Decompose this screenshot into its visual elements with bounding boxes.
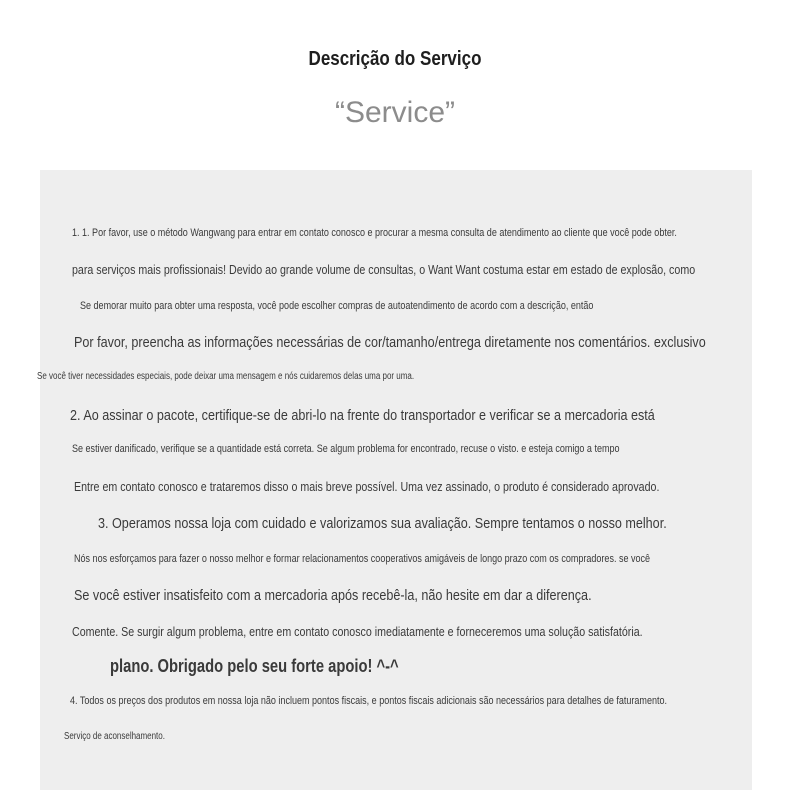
service-line: Se demorar muito para obter uma resposta, você pode escolher compras de autoatendimento de acordo com a descrição, então (80, 300, 594, 312)
service-line: Comente. Se surgir algum problema, entre em contato conosco imediatamente e forneceremos uma solução satisfatória. (72, 624, 643, 639)
service-line: 1. 1. Por favor, use o método Wangwang para entrar em contato conosco e procurar a mesma consulta de atendimento ao cliente que você pode obter. (72, 227, 677, 239)
page-subtitle: “Service” (334, 96, 455, 129)
service-line: para serviços mais profissionais! Devido ao grande volume de consultas, o Want Want costuma estar em estado de explosão, como (72, 262, 696, 277)
service-line: plano. Obrigado pelo seu forte apoio! ^-^ (110, 656, 399, 676)
service-line: Por favor, preencha as informações necessárias de cor/tamanho/entrega diretamente nos comentários. exclusivo (74, 334, 706, 351)
service-line: 3. Operamos nossa loja com cuidado e valorizamos sua avaliação. Sempre tentamos o nosso melhor. (98, 515, 667, 532)
service-line: Se você estiver insatisfeito com a mercadoria após recebê-la, não hesite em dar a diferença. (74, 587, 592, 604)
service-line: Serviço de aconselhamento. (64, 731, 165, 742)
service-line: Nós nos esforçamos para fazer o nosso melhor e formar relacionamentos cooperativos amigáveis de longo prazo com os compradores. se você (74, 553, 651, 565)
service-line: 2. Ao assinar o pacote, certifique-se de abri-lo na frente do transportador e verificar se a mercadoria está (70, 407, 655, 424)
service-line: Entre em contato conosco e trataremos disso o mais breve possível. Uma vez assinado, o produto é considerado aprovado. (74, 479, 660, 494)
service-line: Se estiver danificado, verifique se a quantidade está correta. Se algum problema for encontrado, recuse o visto. e esteja comigo a tempo (72, 443, 620, 455)
service-line: Se você tiver necessidades especiais, pode deixar uma mensagem e nós cuidaremos delas uma por uma. (37, 371, 415, 382)
service-line: 4. Todos os preços dos produtos em nossa loja não incluem pontos fiscais, e pontos fiscais adicionais são necessários para detalhes de faturamento. (70, 695, 668, 707)
page-title: Descrição do Serviço (308, 48, 482, 70)
